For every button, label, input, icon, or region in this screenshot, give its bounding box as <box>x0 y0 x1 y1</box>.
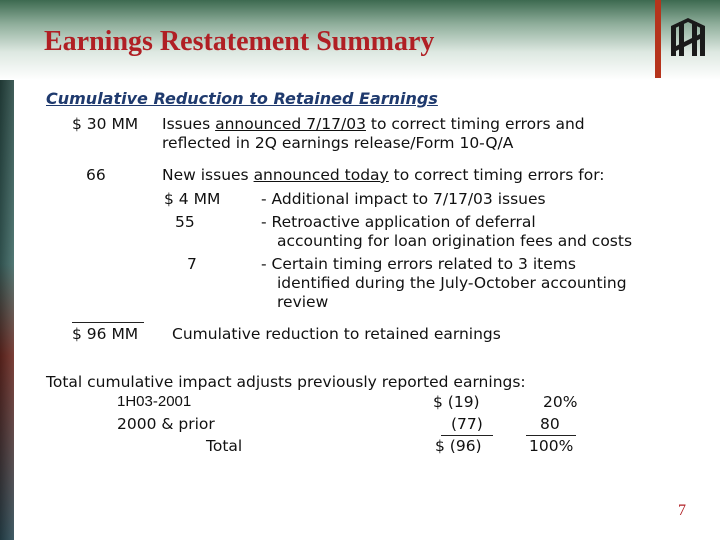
subitem-amount: 7 <box>187 255 197 273</box>
item1-amount: $ 30 MM <box>72 115 139 133</box>
subitem-amount: $ 4 MM <box>164 190 221 208</box>
impact-row-label: 1H03-2001 <box>117 393 192 410</box>
item1-text: Issues announced 7/17/03 to correct timing errors and <box>162 115 585 133</box>
impact-sum-rule <box>526 435 576 436</box>
total-amount: $ 96 MM <box>72 325 139 343</box>
impact-row-pct: 100% <box>529 437 574 455</box>
item1-text-line2: reflected in 2Q earnings release/Form 10-Q/A <box>162 134 514 152</box>
subitem-text: - Additional impact to 7/17/03 issues <box>261 190 546 208</box>
item2-text: New issues announced today to correct timing errors for: <box>162 166 605 184</box>
subitem-text-continued: review <box>277 293 329 311</box>
subitem-text-continued: identified during the July-October accounting <box>277 274 627 292</box>
impact-heading: Total cumulative impact adjusts previously reported earnings: <box>46 373 526 391</box>
section-heading: Cumulative Reduction to Retained Earnings <box>46 89 438 108</box>
subitem-text: - Certain timing errors related to 3 items <box>261 255 576 273</box>
total-label: Cumulative reduction to retained earnings <box>172 325 501 343</box>
sum-rule <box>72 322 144 323</box>
subitem-text: - Retroactive application of deferral <box>261 213 536 231</box>
page-number: 7 <box>678 502 686 519</box>
impact-row-label: Total <box>206 437 243 455</box>
impact-sum-rule <box>441 435 493 436</box>
left-decorative-bar <box>0 80 14 540</box>
subitem-text-continued: accounting for loan origination fees and costs <box>277 232 633 250</box>
impact-row-pct: 80 <box>540 415 560 433</box>
impact-row-amount: $ (96) <box>435 437 482 455</box>
header-divider <box>655 0 661 78</box>
item2-amount: 66 <box>86 166 106 184</box>
impact-row-amount: (77) <box>451 415 483 433</box>
slide-title: Earnings Restatement Summary <box>44 26 435 57</box>
impact-row-label: 2000 & prior <box>117 415 215 433</box>
subitem-amount: 55 <box>175 213 195 231</box>
impact-row-pct: 20% <box>543 393 578 411</box>
company-logo-icon <box>668 16 708 60</box>
impact-row-amount: $ (19) <box>433 393 480 411</box>
